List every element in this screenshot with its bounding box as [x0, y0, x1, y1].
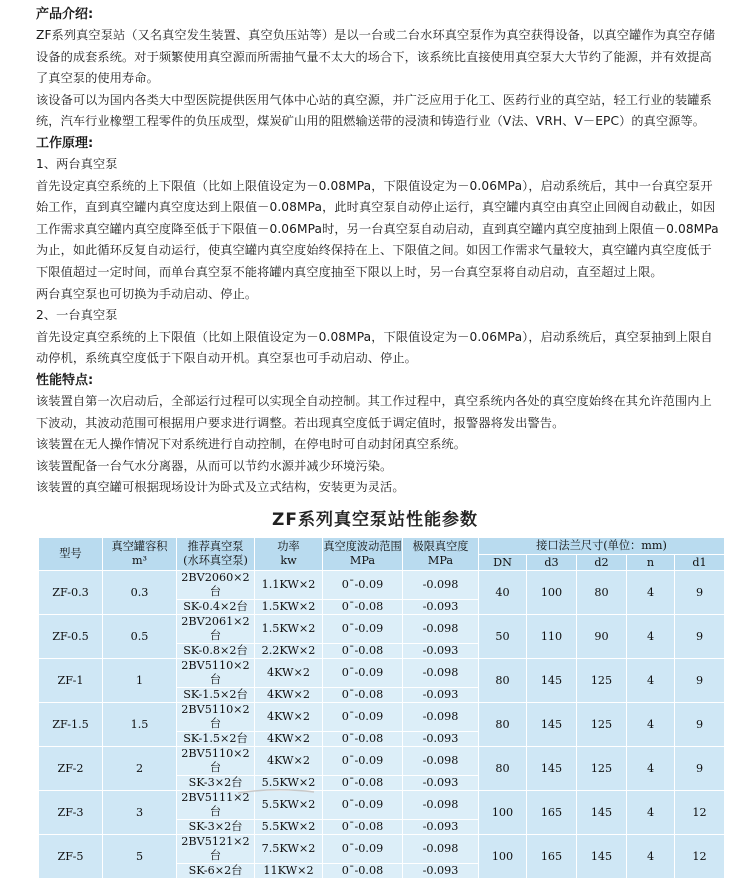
article	[36, 4, 722, 499]
cell-power: 1.1KW×2	[255, 571, 323, 600]
cell-fluct: 0ˉ-0.09	[323, 791, 403, 820]
cell-d2: 125	[577, 747, 627, 791]
cell-power: 4KW×2	[255, 732, 323, 747]
cell-pump: 2BV5110×2台	[177, 703, 255, 732]
header-limit-label: 极限真空度	[412, 540, 469, 553]
cell-limit: -0.093	[403, 864, 479, 879]
cell-fluct: 0ˉ-0.09	[323, 835, 403, 864]
cell-pump: SK-3×2台	[177, 820, 255, 835]
header-tank-volume-label: 真空罐容积	[111, 540, 168, 553]
intro-paragraph-1: ZF系列真空泵站（又名真空发生装置、真空负压站等）是以一台或二台水环真空泵作为真空获得设备，以真空罐作为真空存储设备的成套系统。对于频繁使用真空源而所需抽气量不太大的场合下，该系统比直接使用真空泵大大节约了能源，并有效提高了真空泵的使用寿命。	[36, 28, 716, 86]
table-row	[39, 835, 725, 864]
cell-d3: 165	[527, 835, 577, 879]
cell-pump: 2BV5110×2台	[177, 659, 255, 688]
header-flange: 接口法兰尺寸(单位：mm)	[479, 538, 725, 555]
cell-n: 4	[627, 835, 675, 879]
cell-model: ZF-2	[39, 747, 103, 791]
cell-volume: 2	[103, 747, 177, 791]
header-d3: d3	[527, 555, 577, 571]
header-dn: DN	[479, 555, 527, 571]
cell-dn: 80	[479, 747, 527, 791]
features-paragraph-4: 该装置的真空罐可根据现场设计为卧式及立式结构，安装更为灵活。	[36, 480, 405, 495]
cell-fluct: 0ˉ-0.08	[323, 600, 403, 615]
cell-fluct: 0ˉ-0.08	[323, 776, 403, 791]
cell-power: 7.5KW×2	[255, 835, 323, 864]
cell-d2: 90	[577, 615, 627, 659]
cell-volume: 1.5	[103, 703, 177, 747]
cell-d2: 145	[577, 835, 627, 879]
cell-model: ZF-3	[39, 791, 103, 835]
header-pump-sub: (水环真空泵)	[183, 554, 248, 567]
header-pump-label: 推荐真空泵	[187, 540, 244, 553]
spec-table	[38, 537, 725, 879]
cell-limit: -0.098	[403, 791, 479, 820]
cell-pump: SK-6×2台	[177, 864, 255, 879]
table-row	[39, 615, 725, 644]
cell-d3: 145	[527, 747, 577, 791]
cell-volume: 3	[103, 791, 177, 835]
principle-item-2-title: 2、一台真空泵	[36, 308, 118, 323]
cell-dn: 80	[479, 703, 527, 747]
cell-pump: 2BV5111×2台	[177, 791, 255, 820]
cell-model: ZF-5	[39, 835, 103, 879]
intro-heading: 产品介绍:	[36, 7, 94, 22]
cell-d3: 165	[527, 791, 577, 835]
spec-table-body	[39, 571, 725, 879]
cell-dn: 40	[479, 571, 527, 615]
cell-fluct: 0ˉ-0.08	[323, 688, 403, 703]
cell-d3: 145	[527, 659, 577, 703]
cell-limit: -0.093	[403, 820, 479, 835]
features-heading: 性能特点:	[36, 372, 94, 388]
cell-d1: 9	[675, 659, 725, 703]
cell-dn: 100	[479, 791, 527, 835]
cell-fluct: 0ˉ-0.09	[323, 615, 403, 644]
intro-paragraph-2: 该设备可以为国内各类大中型医院提供医用气体中心站的真空源，并广泛应用于化工、医药行业的真空站，轻工行业的装罐系统，汽车行业橡塑工程零件的负压成型，煤炭矿山用的阻燃输送带的浸渍和铸造行业（V法、VRH、V－EPC）的真空源等。	[36, 92, 712, 129]
features-paragraph-1: 该装置自第一次启动后，全部运行过程可以实现全自动控制。其工作过程中，真空系统内各处的真空度始终在其允许范围内上下波动，其波动范围可根据用户要求进行调整。若出现真空度低于调定值时，报警器将发出警告。	[36, 393, 712, 430]
cell-d1: 9	[675, 747, 725, 791]
header-limit-unit: MPa	[427, 554, 454, 567]
decorative-mark	[236, 787, 316, 795]
principle-item-1-paragraph-1: 首先设定真空系统的上下限值（比如上限值设定为－0.08MPa，下限值设定为－0.06MPa），启动系统后，其中一台真空泵开始工作，直到真空罐内真空度达到上限值－0.08MPa，此时真空泵自动停止运行，真空罐内真空由真空止回阀自动截止，如因工作需求真空罐内真空度降至低于下限值－0.06MPa时，另一台真空泵自动启动，直到真空罐内真空度抽到上限值－0.08MPa为止，如此循环反复自动运行，使真空罐内真空度始终保持在上、下限值之间。如因工作需求气量较大，真空罐内真空度低于下限值超过一定时间，而单台真空泵不能将罐内真空度抽至下限以上时，另一台真空泵将自动启动，直至超过上限。	[36, 178, 719, 279]
cell-d1: 9	[675, 571, 725, 615]
cell-model: ZF-1	[39, 659, 103, 703]
header-power-label: 功率	[277, 540, 300, 553]
cell-limit: -0.093	[403, 732, 479, 747]
table-title: ZF系列真空泵站性能参数	[272, 510, 478, 530]
cell-limit: -0.098	[403, 747, 479, 776]
cell-fluct: 0ˉ-0.09	[323, 571, 403, 600]
cell-limit: -0.093	[403, 644, 479, 659]
header-limit	[403, 538, 479, 571]
cell-power: 4KW×2	[255, 703, 323, 732]
cell-model: ZF-0.5	[39, 615, 103, 659]
cell-pump: SK-1.5×2台	[177, 732, 255, 747]
features-paragraph-3: 该装置配备一台气水分离器，从而可以节约水源并减少环境污染。	[36, 458, 393, 473]
principle-item-2-paragraph-1: 首先设定真空系统的上下限值（比如上限值设定为－0.08MPa，下限值设定为－0.06MPa），启动系统后，真空泵抽到上限自动停机，系统真空度低于下限自动开机。真空泵也可手动启动、停止。	[36, 329, 713, 366]
cell-limit: -0.093	[403, 688, 479, 703]
cell-fluct: 0ˉ-0.08	[323, 644, 403, 659]
cell-n: 4	[627, 747, 675, 791]
header-fluct-unit: MPa	[349, 554, 376, 567]
cell-limit: -0.098	[403, 659, 479, 688]
cell-pump: 2BV2061×2台	[177, 615, 255, 644]
cell-d3: 100	[527, 571, 577, 615]
header-d2: d2	[577, 555, 627, 571]
cell-n: 4	[627, 571, 675, 615]
cell-fluct: 0ˉ-0.08	[323, 864, 403, 879]
header-tank-volume-unit: m³	[131, 554, 148, 567]
cell-d1: 9	[675, 615, 725, 659]
cell-n: 4	[627, 659, 675, 703]
features-paragraph-2: 该装置在无人操作情况下对系统进行自动控制，在停电时可自动封闭真空系统。	[36, 437, 467, 452]
cell-power: 4KW×2	[255, 688, 323, 703]
cell-power: 11KW×2	[255, 864, 323, 879]
cell-n: 4	[627, 703, 675, 747]
cell-volume: 1	[103, 659, 177, 703]
cell-power: 5.5KW×2	[255, 791, 323, 820]
cell-d1: 12	[675, 835, 725, 879]
cell-limit: -0.098	[403, 835, 479, 864]
cell-fluct: 0ˉ-0.09	[323, 659, 403, 688]
cell-d2: 125	[577, 659, 627, 703]
cell-power: 5.5KW×2	[255, 820, 323, 835]
cell-d1: 12	[675, 791, 725, 835]
header-d1: d1	[675, 555, 725, 571]
cell-dn: 100	[479, 835, 527, 879]
cell-volume: 0.5	[103, 615, 177, 659]
cell-d3: 110	[527, 615, 577, 659]
cell-limit: -0.098	[403, 571, 479, 600]
cell-pump: SK-1.5×2台	[177, 688, 255, 703]
principle-item-1-paragraph-2: 两台真空泵也可切换为手动启动、停止。	[36, 286, 258, 301]
header-fluct	[323, 538, 403, 571]
cell-limit: -0.093	[403, 776, 479, 791]
cell-limit: -0.098	[403, 703, 479, 732]
header-fluct-label: 真空度波动范围	[323, 540, 402, 553]
cell-pump: SK-0.4×2台	[177, 600, 255, 615]
cell-volume: 0.3	[103, 571, 177, 615]
cell-d1: 9	[675, 703, 725, 747]
cell-limit: -0.093	[403, 600, 479, 615]
cell-fluct: 0ˉ-0.08	[323, 732, 403, 747]
cell-pump: SK-3×2台	[177, 776, 255, 791]
cell-power: 1.5KW×2	[255, 615, 323, 644]
header-pump	[177, 538, 255, 571]
cell-fluct: 0ˉ-0.09	[323, 703, 403, 732]
cell-d3: 145	[527, 703, 577, 747]
cell-model: ZF-1.5	[39, 703, 103, 747]
cell-d2: 80	[577, 571, 627, 615]
cell-pump: 2BV2060×2台	[177, 571, 255, 600]
table-row	[39, 571, 725, 600]
cell-n: 4	[627, 791, 675, 835]
cell-fluct: 0ˉ-0.09	[323, 747, 403, 776]
cell-power: 5.5KW×2	[255, 776, 323, 791]
table-row	[39, 747, 725, 776]
cell-dn: 50	[479, 615, 527, 659]
principle-item-1-title: 1、两台真空泵	[36, 156, 118, 171]
header-n: n	[627, 555, 675, 571]
header-tank-volume	[103, 538, 177, 571]
cell-power: 1.5KW×2	[255, 600, 323, 615]
principle-heading: 工作原理:	[36, 135, 94, 151]
header-power	[255, 538, 323, 571]
cell-fluct: 0ˉ-0.08	[323, 820, 403, 835]
cell-model: ZF-0.3	[39, 571, 103, 615]
header-power-unit: kw	[280, 554, 297, 567]
cell-n: 4	[627, 615, 675, 659]
cell-pump: SK-0.8×2台	[177, 644, 255, 659]
cell-power: 4KW×2	[255, 747, 323, 776]
cell-dn: 80	[479, 659, 527, 703]
cell-limit: -0.098	[403, 615, 479, 644]
cell-volume: 5	[103, 835, 177, 879]
cell-d2: 125	[577, 703, 627, 747]
table-row	[39, 703, 725, 732]
cell-power: 2.2KW×2	[255, 644, 323, 659]
cell-power: 4KW×2	[255, 659, 323, 688]
cell-pump: 2BV5121×2台	[177, 835, 255, 864]
table-row	[39, 659, 725, 688]
cell-pump: 2BV5110×2台	[177, 747, 255, 776]
cell-d2: 145	[577, 791, 627, 835]
header-model: 型号	[39, 538, 103, 571]
